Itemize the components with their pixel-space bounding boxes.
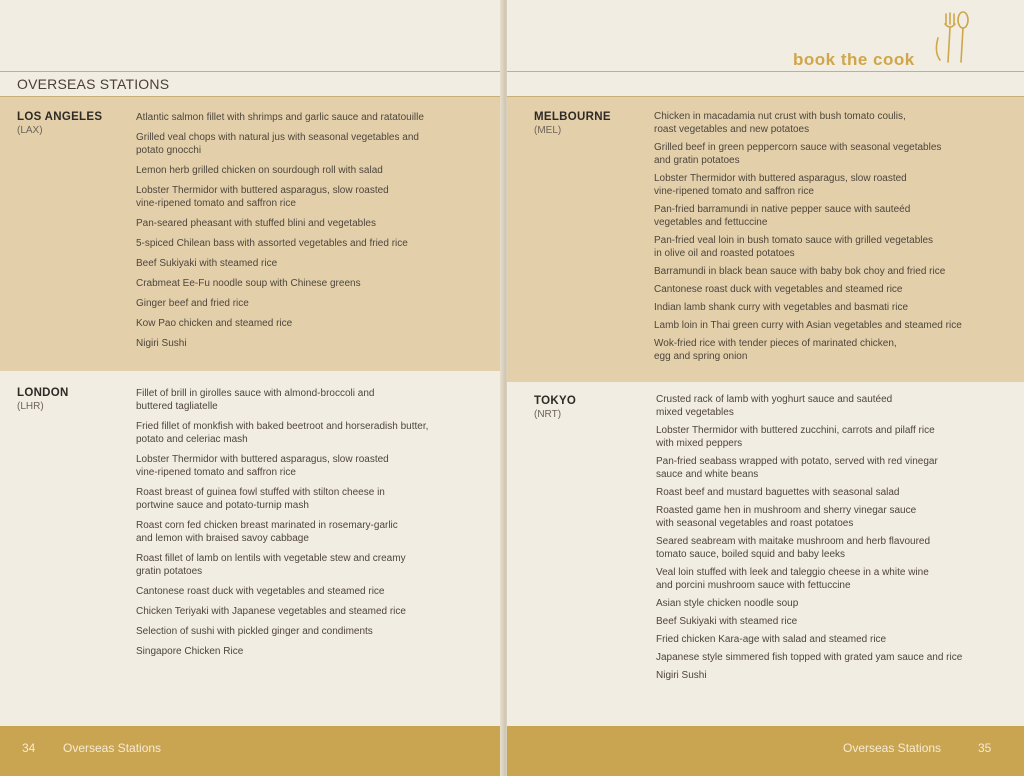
header-rule-lower bbox=[507, 96, 1024, 97]
menu-item: Beef Sukiyaki with steamed rice bbox=[656, 616, 798, 627]
header-rule bbox=[507, 71, 1024, 72]
station-code-tokyo: (NRT) bbox=[534, 409, 562, 420]
menu-item: Roast breast of guinea fowl stuffed with stilton cheese in portwine sauce and potato-turnip mash bbox=[136, 487, 385, 511]
menu-item: Grilled veal chops with natural jus with seasonal vegetables and potato gnocchi bbox=[136, 132, 419, 156]
menu-item: Roast corn fed chicken breast marinated in rosemary-garlic and lemon with braised savoy cabbage bbox=[136, 520, 398, 544]
station-city-los-angeles: LOS ANGELES bbox=[17, 111, 103, 123]
menu-item: Wok-fried rice with tender pieces of marinated chicken, egg and spring onion bbox=[654, 338, 897, 362]
menu-item: Nigiri Sushi bbox=[136, 338, 187, 349]
menu-item: Beef Sukiyaki with steamed rice bbox=[136, 258, 278, 269]
menu-item: Lemon herb grilled chicken on sourdough roll with salad bbox=[136, 165, 383, 176]
utensils-icon bbox=[930, 8, 976, 66]
station-city-london: LONDON bbox=[17, 387, 69, 399]
menu-item: Lobster Thermidor with buttered zucchini, carrots and pilaff rice with mixed peppers bbox=[656, 425, 935, 449]
page-number-right: 35 bbox=[978, 741, 992, 755]
menu-item: Asian style chicken noodle soup bbox=[656, 598, 799, 609]
menu-item: Japanese style simmered fish topped with grated yam sauce and rice bbox=[656, 652, 963, 663]
menu-list-los-angeles bbox=[136, 111, 486, 357]
menu-item: Kow Pao chicken and steamed rice bbox=[136, 318, 293, 329]
menu-item: Singapore Chicken Rice bbox=[136, 646, 244, 657]
footer-title-left: Overseas Stations bbox=[63, 741, 162, 755]
menu-item: Lamb loin in Thai green curry with Asian vegetables and steamed rice bbox=[654, 320, 962, 331]
menu-item: 5-spiced Chilean bass with assorted vegetables and fried rice bbox=[136, 238, 408, 249]
menu-item: Pan-fried barramundi in native pepper sauce with sauteéd vegetables and fettuccine bbox=[654, 204, 911, 228]
section-title: OVERSEAS STATIONS bbox=[17, 76, 170, 92]
menu-item: Pan-fried veal loin in bush tomato sauce with grilled vegetables in olive oil and roasted potatoes bbox=[654, 235, 934, 259]
menu-item: Lobster Thermidor with buttered asparagus, slow roasted vine-ripened tomato and saffron rice bbox=[136, 454, 389, 478]
header-rule bbox=[0, 71, 504, 72]
menu-item: Cantonese roast duck with vegetables and steamed rice bbox=[136, 586, 385, 597]
station-code-london: (LHR) bbox=[17, 401, 44, 412]
right-page bbox=[507, 0, 1024, 776]
menu-item: Fillet of brill in girolles sauce with almond-broccoli and buttered tagliatelle bbox=[136, 388, 375, 412]
menu-item: Roast fillet of lamb on lentils with vegetable stew and creamy gratin potatoes bbox=[136, 553, 406, 577]
menu-item: Fried chicken Kara-age with salad and steamed rice bbox=[656, 634, 887, 645]
menu-item: Pan-fried seabass wrapped with potato, served with red vinegar sauce and white beans bbox=[656, 456, 938, 480]
brand-logo-text: book the cook bbox=[793, 50, 915, 69]
menu-list-london bbox=[136, 387, 486, 665]
menu-list-tokyo bbox=[656, 393, 1016, 687]
station-code-los-angeles: (LAX) bbox=[17, 125, 43, 136]
footer-title-right: Overseas Stations bbox=[843, 741, 942, 755]
station-city-tokyo: TOKYO bbox=[534, 395, 577, 407]
menu-item: Crusted rack of lamb with yoghurt sauce and sautéed mixed vegetables bbox=[656, 394, 893, 418]
menu-item: Lobster Thermidor with buttered asparagus, slow roasted vine-ripened tomato and saffron rice bbox=[136, 185, 389, 209]
left-page bbox=[0, 0, 504, 776]
menu-item: Selection of sushi with pickled ginger and condiments bbox=[136, 626, 373, 637]
footer-bar-right bbox=[507, 726, 1024, 776]
station-city-melbourne: MELBOURNE bbox=[534, 111, 611, 123]
menu-item: Atlantic salmon fillet with shrimps and garlic sauce and ratatouille bbox=[136, 112, 424, 123]
menu-item: Fried fillet of monkfish with baked beetroot and horseradish butter, potato and celeriac mash bbox=[136, 421, 429, 445]
menu-item: Indian lamb shank curry with vegetables and basmati rice bbox=[654, 302, 909, 313]
menu-item: Roast beef and mustard baguettes with seasonal salad bbox=[656, 487, 900, 498]
menu-item: Nigiri Sushi bbox=[656, 670, 707, 681]
menu-item: Crabmeat Ee-Fu noodle soup with Chinese greens bbox=[136, 278, 361, 289]
menu-item: Chicken Teriyaki with Japanese vegetables and steamed rice bbox=[136, 606, 406, 617]
menu-item: Veal loin stuffed with leek and taleggio cheese in a white wine and porcini mushroom sauce with fettuccine bbox=[656, 567, 929, 591]
menu-item: Pan-seared pheasant with stuffed blini and vegetables bbox=[136, 218, 376, 229]
station-code-melbourne: (MEL) bbox=[534, 125, 562, 136]
menu-list-melbourne bbox=[654, 110, 1014, 368]
menu-item: Grilled beef in green peppercorn sauce with seasonal vegetables and gratin potatoes bbox=[654, 142, 942, 166]
page-number-left: 34 bbox=[22, 741, 36, 755]
menu-item: Seared seabream with maitake mushroom and herb flavoured tomato sauce, boiled squid and baby leeks bbox=[656, 536, 931, 560]
menu-item: Ginger beef and fried rice bbox=[136, 298, 249, 309]
menu-item: Roasted game hen in mushroom and sherry vinegar sauce with seasonal vegetables and roast potatoes bbox=[656, 505, 917, 529]
menu-item: Cantonese roast duck with vegetables and steamed rice bbox=[654, 284, 903, 295]
menu-item: Lobster Thermidor with buttered asparagus, slow roasted vine-ripened tomato and saffron rice bbox=[654, 173, 907, 197]
menu-item: Chicken in macadamia nut crust with bush tomato coulis, roast vegetables and new potatoes bbox=[654, 111, 906, 135]
menu-item: Barramundi in black bean sauce with baby bok choy and fried rice bbox=[654, 266, 946, 277]
